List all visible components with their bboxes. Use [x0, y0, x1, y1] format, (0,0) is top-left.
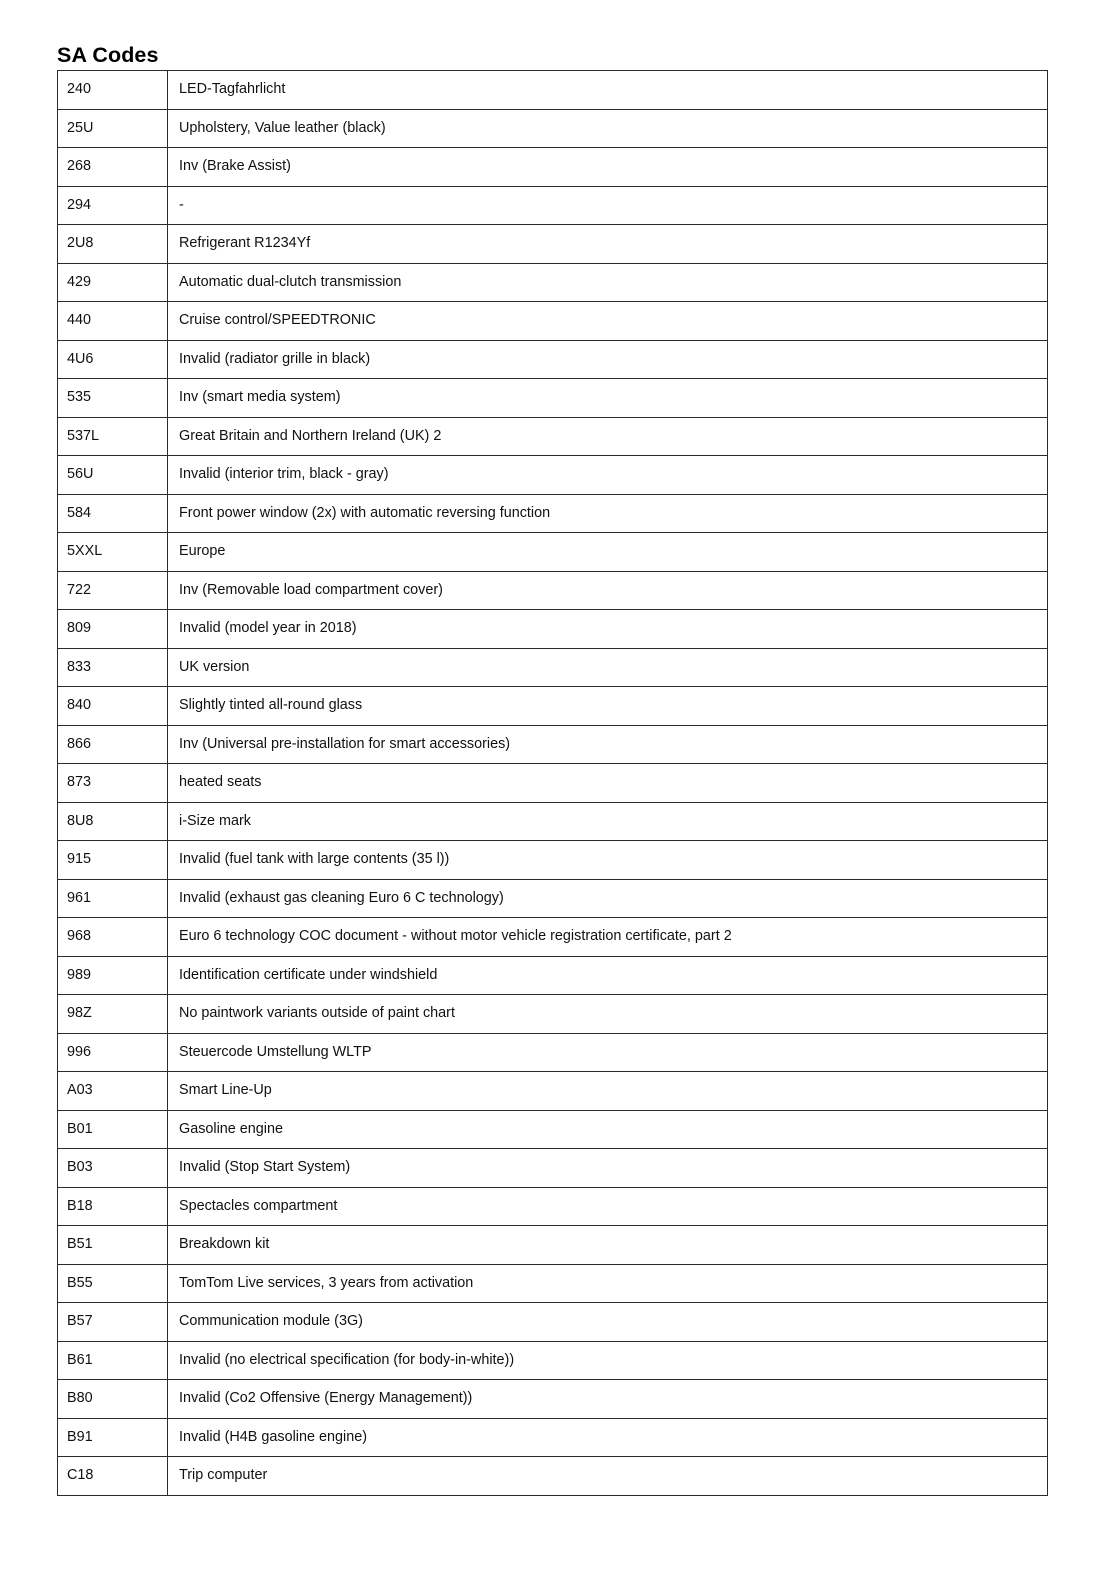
table-row: [58, 764, 1048, 803]
cell-code: C18: [58, 1457, 168, 1496]
cell-code: 722: [58, 571, 168, 610]
table-row: [58, 918, 1048, 957]
table-row: [58, 725, 1048, 764]
cell-code: 833: [58, 648, 168, 687]
cell-description: Europe: [168, 533, 1048, 572]
cell-description: Refrigerant R1234Yf: [168, 225, 1048, 264]
table-row: [58, 1264, 1048, 1303]
cell-description: LED-Tagfahrlicht: [168, 71, 1048, 110]
cell-code: 809: [58, 610, 168, 649]
cell-code: 440: [58, 302, 168, 341]
cell-code: 989: [58, 956, 168, 995]
cell-description: Spectacles compartment: [168, 1187, 1048, 1226]
cell-description: UK version: [168, 648, 1048, 687]
cell-code: 840: [58, 687, 168, 726]
cell-code: 968: [58, 918, 168, 957]
cell-description: Inv (Universal pre-installation for smart accessories): [168, 725, 1048, 764]
cell-description: Upholstery, Value leather (black): [168, 109, 1048, 148]
cell-description: Great Britain and Northern Ireland (UK) 2: [168, 417, 1048, 456]
cell-description: Slightly tinted all-round glass: [168, 687, 1048, 726]
page-title: SA Codes: [57, 43, 159, 68]
cell-code: 429: [58, 263, 168, 302]
cell-code: 584: [58, 494, 168, 533]
table-row: [58, 302, 1048, 341]
cell-code: B57: [58, 1303, 168, 1342]
table-row: [58, 879, 1048, 918]
table-row: [58, 71, 1048, 110]
table-row: [58, 494, 1048, 533]
cell-description: Invalid (fuel tank with large contents (35 l)): [168, 841, 1048, 880]
cell-code: B01: [58, 1110, 168, 1149]
table-row: [58, 1341, 1048, 1380]
cell-description: Gasoline engine: [168, 1110, 1048, 1149]
cell-code: 8U8: [58, 802, 168, 841]
cell-description: No paintwork variants outside of paint chart: [168, 995, 1048, 1034]
cell-description: Trip computer: [168, 1457, 1048, 1496]
cell-description: TomTom Live services, 3 years from activation: [168, 1264, 1048, 1303]
cell-description: Breakdown kit: [168, 1226, 1048, 1265]
cell-code: 535: [58, 379, 168, 418]
cell-description: Smart Line-Up: [168, 1072, 1048, 1111]
cell-description: Invalid (radiator grille in black): [168, 340, 1048, 379]
cell-code: 961: [58, 879, 168, 918]
cell-description: Communication module (3G): [168, 1303, 1048, 1342]
cell-description: Invalid (no electrical specification (for body-in-white)): [168, 1341, 1048, 1380]
table-row: [58, 417, 1048, 456]
table-row: [58, 340, 1048, 379]
cell-description: Front power window (2x) with automatic reversing function: [168, 494, 1048, 533]
table-row: [58, 186, 1048, 225]
cell-description: Invalid (Co2 Offensive (Energy Management)): [168, 1380, 1048, 1419]
table-row: [58, 1418, 1048, 1457]
table-row: [58, 648, 1048, 687]
cell-code: 294: [58, 186, 168, 225]
cell-code: 5XXL: [58, 533, 168, 572]
cell-code: B55: [58, 1264, 168, 1303]
table-row: [58, 148, 1048, 187]
sa-codes-table: [57, 70, 1048, 1496]
table-row: [58, 533, 1048, 572]
cell-code: 2U8: [58, 225, 168, 264]
cell-code: A03: [58, 1072, 168, 1111]
cell-code: 873: [58, 764, 168, 803]
table-row: [58, 610, 1048, 649]
cell-code: B91: [58, 1418, 168, 1457]
table-row: [58, 571, 1048, 610]
cell-description: heated seats: [168, 764, 1048, 803]
sa-codes-table-body: [58, 71, 1048, 1496]
cell-code: 537L: [58, 417, 168, 456]
cell-code: 866: [58, 725, 168, 764]
table-row: [58, 225, 1048, 264]
cell-code: 996: [58, 1033, 168, 1072]
table-row: [58, 841, 1048, 880]
cell-description: Inv (Brake Assist): [168, 148, 1048, 187]
cell-code: 268: [58, 148, 168, 187]
table-row: [58, 379, 1048, 418]
cell-code: 25U: [58, 109, 168, 148]
cell-description: Steuercode Umstellung WLTP: [168, 1033, 1048, 1072]
table-row: [58, 1226, 1048, 1265]
table-row: [58, 687, 1048, 726]
cell-code: B80: [58, 1380, 168, 1419]
cell-description: Cruise control/SPEEDTRONIC: [168, 302, 1048, 341]
table-row: [58, 1149, 1048, 1188]
cell-code: 915: [58, 841, 168, 880]
cell-description: -: [168, 186, 1048, 225]
table-row: [58, 1033, 1048, 1072]
table-row: [58, 109, 1048, 148]
table-row: [58, 263, 1048, 302]
cell-code: 240: [58, 71, 168, 110]
cell-description: Invalid (model year in 2018): [168, 610, 1048, 649]
cell-description: Inv (Removable load compartment cover): [168, 571, 1048, 610]
table-row: [58, 456, 1048, 495]
cell-description: Invalid (exhaust gas cleaning Euro 6 C technology): [168, 879, 1048, 918]
cell-description: i-Size mark: [168, 802, 1048, 841]
table-row: [58, 802, 1048, 841]
cell-code: 98Z: [58, 995, 168, 1034]
cell-description: Invalid (interior trim, black - gray): [168, 456, 1048, 495]
cell-description: Euro 6 technology COC document - without motor vehicle registration certificate, part 2: [168, 918, 1048, 957]
cell-description: Invalid (H4B gasoline engine): [168, 1418, 1048, 1457]
cell-code: B51: [58, 1226, 168, 1265]
cell-description: Inv (smart media system): [168, 379, 1048, 418]
cell-description: Identification certificate under windshield: [168, 956, 1048, 995]
table-row: [58, 1303, 1048, 1342]
cell-description: Automatic dual-clutch transmission: [168, 263, 1048, 302]
table-row: [58, 1072, 1048, 1111]
cell-code: B18: [58, 1187, 168, 1226]
cell-code: 56U: [58, 456, 168, 495]
table-row: [58, 1110, 1048, 1149]
table-row: [58, 956, 1048, 995]
table-row: [58, 1380, 1048, 1419]
cell-code: B61: [58, 1341, 168, 1380]
cell-description: Invalid (Stop Start System): [168, 1149, 1048, 1188]
cell-code: 4U6: [58, 340, 168, 379]
table-row: [58, 1457, 1048, 1496]
table-row: [58, 995, 1048, 1034]
table-row: [58, 1187, 1048, 1226]
cell-code: B03: [58, 1149, 168, 1188]
